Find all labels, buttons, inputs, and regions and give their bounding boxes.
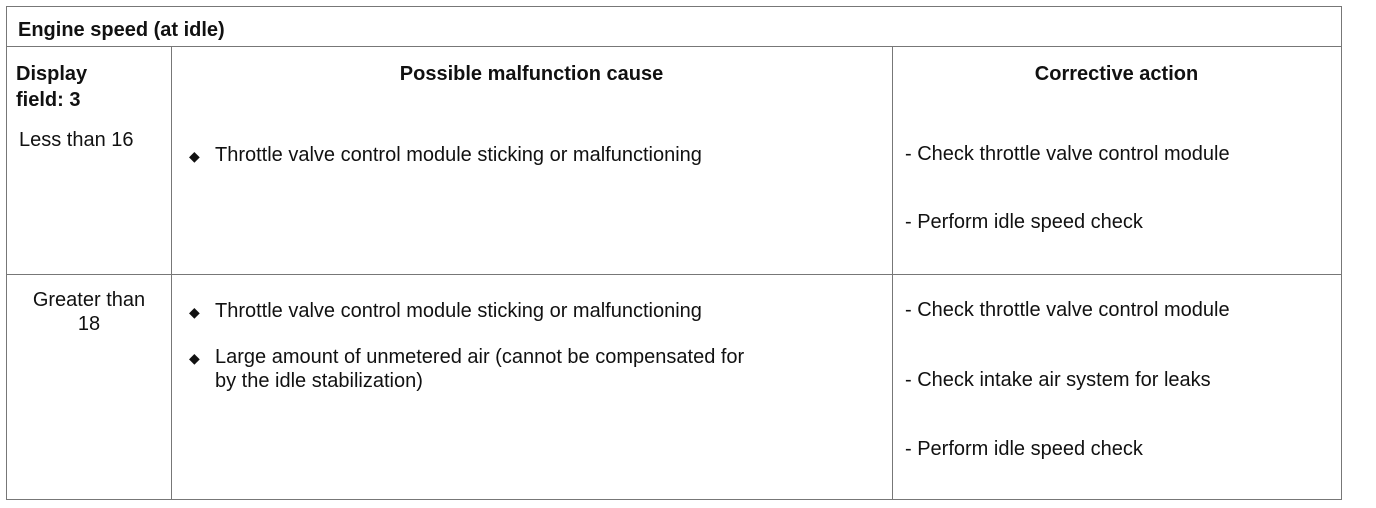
header-display-field-line2: field: 3 <box>16 89 81 111</box>
row-1-action-2: - Perform idle speed check <box>905 211 1143 233</box>
row-2-cause-2-line1: Large amount of unmetered air (cannot be compensated for <box>215 346 745 368</box>
table-title-row <box>7 7 1341 47</box>
row-2-action-2: - Check intake air system for leaks <box>905 369 1211 391</box>
column-divider-2 <box>892 47 893 499</box>
bullet-icon: ◆ <box>189 304 200 320</box>
header-display-field-line1: Display <box>16 63 88 85</box>
header-possible-cause: Possible malfunction cause <box>399 63 664 85</box>
row-1-value: Less than 16 <box>19 129 134 151</box>
table-title: Engine speed (at idle) <box>18 19 225 41</box>
row-2-value-line2: 18 <box>77 313 101 335</box>
row-2-action-1: - Check throttle valve control module <box>905 299 1230 321</box>
column-divider-1 <box>171 47 172 499</box>
row-2-value-line1: Greater than <box>32 289 146 311</box>
row-2-action-3: - Perform idle speed check <box>905 438 1143 460</box>
diagnostic-table <box>6 6 1342 500</box>
row-1-action-1: - Check throttle valve control module <box>905 143 1230 165</box>
bullet-icon: ◆ <box>189 350 200 366</box>
header-corrective-action: Corrective action <box>1034 63 1199 85</box>
row-2-cause-1: Throttle valve control module sticking or malfunctioning <box>215 300 702 322</box>
row-1-cause-1: Throttle valve control module sticking or malfunctioning <box>215 144 702 166</box>
row-divider <box>7 274 1341 275</box>
row-2-cause-2-line2: by the idle stabilization) <box>215 370 423 392</box>
bullet-icon: ◆ <box>189 148 200 164</box>
